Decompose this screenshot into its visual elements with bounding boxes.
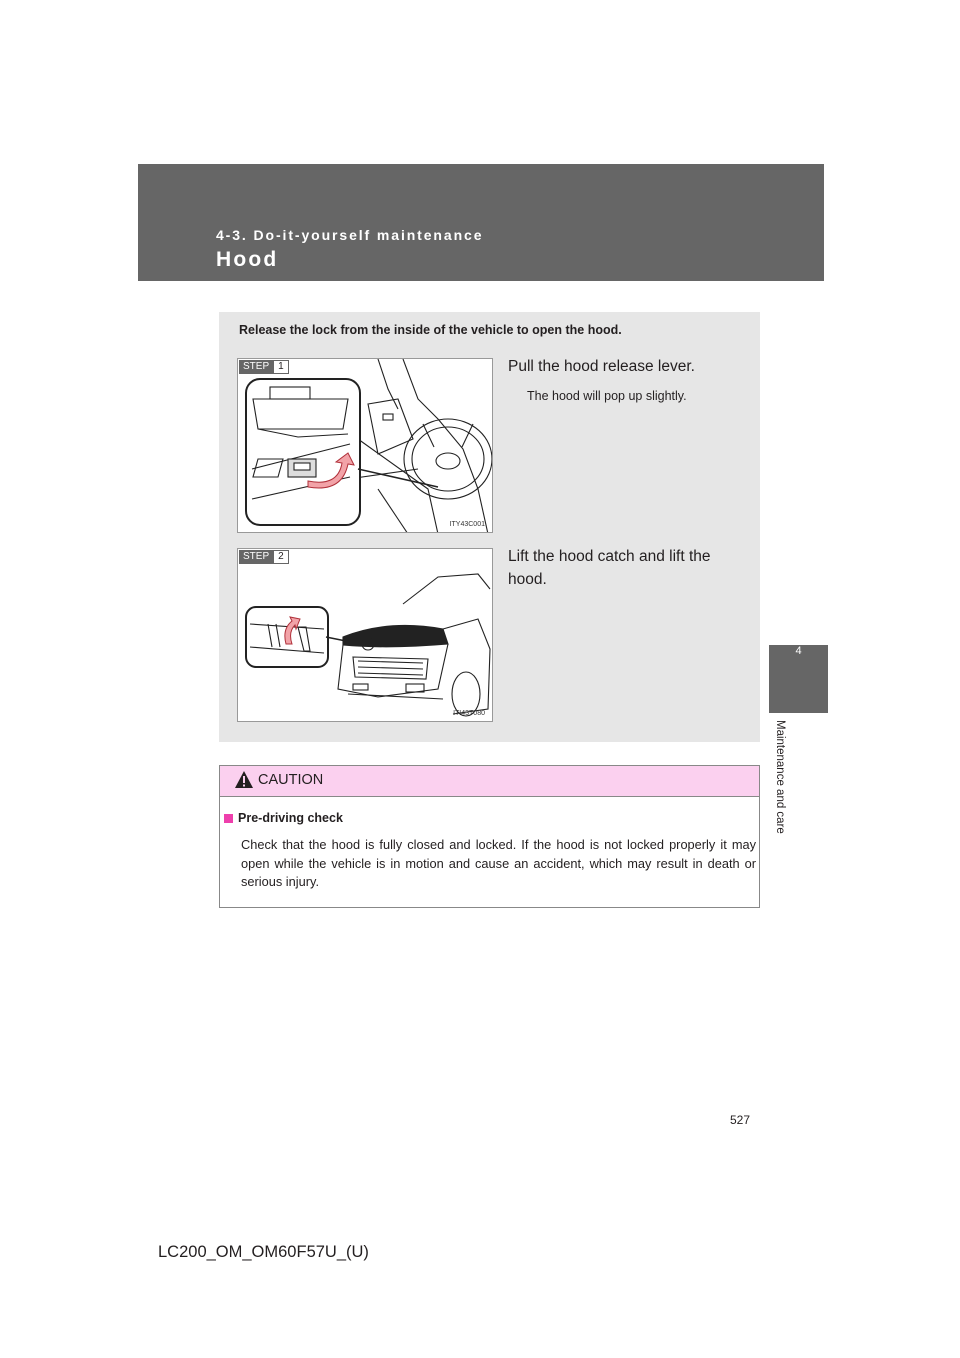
caution-header [220,766,759,797]
intro-text: Release the lock from the inside of the vehicle to open the hood. [239,323,622,337]
chapter-header [138,164,824,281]
step-2-badge [239,550,289,564]
caution-heading-text: Pre-driving check [238,811,343,825]
page-title: Hood [216,248,279,271]
hood-catch-drawing [238,549,493,722]
step-2-illustration [237,548,493,722]
chapter-label [774,720,794,880]
step-1-illustration [237,358,493,533]
caution-box [219,765,760,908]
step-2-instruction: Lift the hood catch and lift the hood. [508,548,711,588]
section-label: 4-3. Do-it-yourself maintenance [216,227,484,243]
step-2-figure-code: ITI43T080 [453,710,485,717]
caution-title: CAUTION [258,772,324,788]
step-2-badge-label: STEP [239,550,273,564]
step-1-badge [239,360,289,374]
chapter-tab [769,645,828,713]
step-1-figure-code: ITY43C001 [449,521,485,528]
step-2-badge-number: 2 [273,550,289,564]
chapter-label-text: Maintenance and care [774,720,786,834]
step-1-instruction: Pull the hood release lever. [508,358,695,375]
page-number: 527 [730,1113,751,1127]
bullet-square-icon [224,814,233,823]
chapter-number: 4 [795,645,802,657]
step-1-badge-label: STEP [239,360,273,374]
hood-release-lever-drawing [238,359,493,533]
caution-heading [224,811,343,825]
document-code: LC200_OM_OM60F57U_(U) [158,1243,369,1261]
procedure-panel [219,312,760,742]
caution-body: Check that the hood is fully closed and locked. If the hood is not locked properly it may open while the vehicle is in motion and cause an accident, which may result in death or serious injury. [241,837,756,889]
warning-triangle-icon [234,770,254,789]
step-1-note: The hood will pop up slightly. [527,389,687,403]
step-1-badge-number: 1 [273,360,289,374]
